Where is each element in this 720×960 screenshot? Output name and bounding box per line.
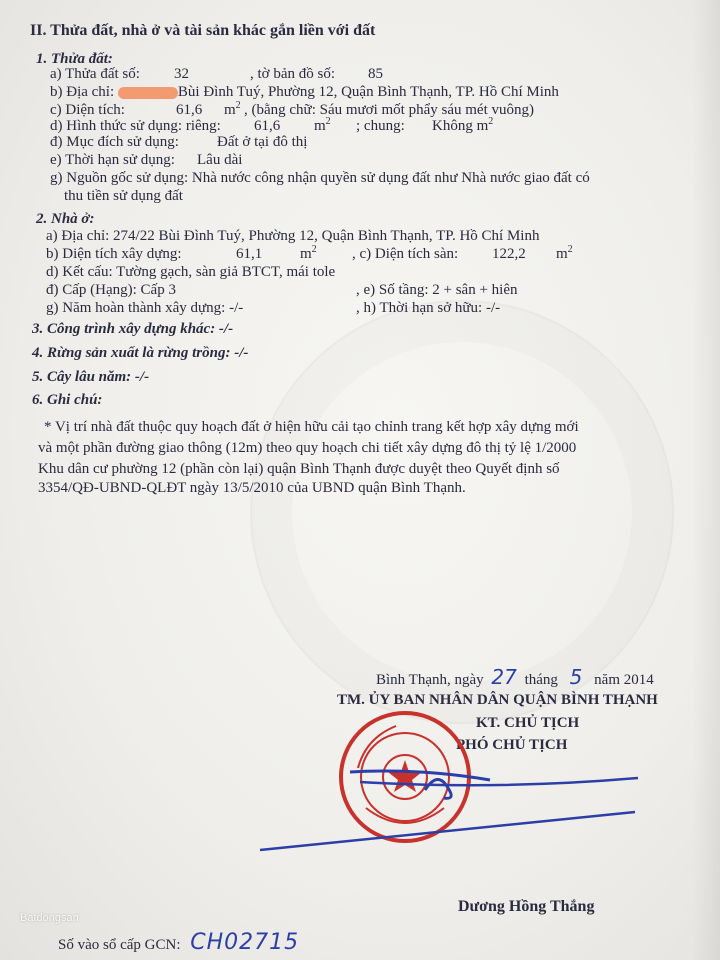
vice-chairman: PHÓ CHỦ TỊCH (456, 737, 568, 753)
watermark-logo: Batdongsan (20, 912, 79, 924)
build-area-value: 61,1 (236, 246, 263, 262)
house-heading: 2. Nhà ở: (36, 211, 95, 227)
land-area-row: c) Diện tích: 61,6 $m^2$ , (bằng chữ: Sáu mươi mốt phẩy sáu mét vuông) (50, 100, 534, 118)
note-line-2: và một phần đường giao thông (12m) theo quy hoạch chi tiết xây dựng đô thị tỷ lệ 1/2000 (38, 440, 577, 456)
month-label: tháng (524, 672, 558, 688)
use-form-row: d) Hình thức sử dụng: riêng: 61,6 $m^2$ ; chung: Không $m^2$ (50, 117, 221, 135)
origin-row (50, 169, 590, 187)
parcel-row (50, 65, 383, 83)
land-area-value: 61,6 (176, 102, 203, 118)
use-private-value: 61,6 (254, 118, 281, 134)
grade-row: đ) Cấp (Hạng): Cấp 3 (46, 282, 176, 298)
land-area-in-words: , (bằng chữ: Sáu mươi mốt phẩy sáu mét vuông) (244, 102, 534, 118)
gcn-number: CH02715 (190, 930, 300, 955)
land-address: Bùi Đình Tuý, Phường 12, Quận Bình Thạnh, TP. Hồ Chí Minh (177, 84, 559, 100)
redacted-mark (118, 87, 178, 99)
sign-month: 5 (569, 665, 583, 689)
place-date-prefix: Bình Thạnh, ngày (376, 672, 484, 688)
parcel-number: 32 (174, 66, 189, 82)
watermark-emblem (250, 300, 674, 724)
origin-line-1: Nhà nước công nhận quyền sử dụng đất như Nhà nước giao đất có (191, 170, 590, 186)
note-line-1: * Vị trí nhà đất thuộc quy hoạch đất ở hiện hữu cải tạo chỉnh trang kết hợp xây dựng mới (44, 419, 579, 435)
kt-chairman: KT. CHỦ TỊCH (476, 715, 580, 731)
use-common-value: Không $m^2$ (432, 116, 494, 134)
land-area-label: c) Diện tích: (50, 102, 125, 118)
signer-name: Dương Hồng Thắng (458, 898, 595, 915)
land-address-label: b) Địa chỉ: (50, 84, 115, 100)
parcel-label: a) Thửa đất số: (50, 66, 140, 82)
gcn-row (58, 930, 300, 955)
land-address-row (50, 83, 559, 101)
use-form-label: d) Hình thức sử dụng: riêng: (50, 118, 221, 134)
purpose-row (50, 133, 308, 151)
sign-day: 27 (491, 665, 517, 689)
house-address: a) Địa chỉ: 274/22 Bùi Đình Tuý, Phường 12, Quận Bình Thạnh, TP. Hồ Chí Minh (46, 228, 540, 244)
purpose-value: Đất ở tại đô thị (217, 134, 308, 150)
structure-row: d) Kết cấu: Tường gạch, sàn giả BTCT, mái tole (46, 264, 336, 280)
issuing-org: TM. ỦY BAN NHÂN DÂN QUẬN BÌNH THẠNH (337, 692, 658, 708)
notes-heading: 6. Ghi chú: (32, 392, 103, 408)
house-area-row: b) Diện tích xây dựng: 61,1 $m^2$ , c) Diện tích sàn: 122,2 $m^2$ (46, 244, 573, 262)
section-title: II. Thửa đất, nhà ở và tài sản khác gắn liền với đất (30, 22, 376, 39)
purpose-label: đ) Mục đích sử dụng: (50, 134, 179, 150)
origin-line-2: thu tiền sử dụng đất (64, 188, 183, 204)
build-area-label: b) Diện tích xây dựng: (46, 246, 182, 262)
term-label: e) Thời hạn sử dụng: (50, 152, 175, 168)
signature-strokes (250, 760, 650, 860)
land-area-unit: m (224, 102, 236, 118)
year-row: g) Năm hoàn thành xây dựng: -/- (46, 300, 244, 316)
forest: 4. Rừng sản xuất là rừng trồng: -/- (32, 345, 249, 361)
land-heading: 1. Thửa đất: (36, 51, 113, 67)
note-line-3: Khu dân cư phường 12 (phần còn lại) quận Bình Thạnh được duyệt theo Quyết định số (38, 461, 560, 477)
gcn-label: Số vào sổ cấp GCN: (58, 937, 181, 953)
term-value: Lâu dài (197, 152, 243, 168)
map-sheet-label: , tờ bản đồ số: (250, 66, 336, 82)
floor-area-value: 122,2 (492, 246, 526, 262)
page-fold-shadow (692, 0, 720, 960)
note-line-4: 3354/QĐ-UBND-QLĐT ngày 13/5/2010 của UBND quận Bình Thạnh. (38, 480, 466, 496)
origin-label: g) Nguồn gốc sử dụng: (50, 170, 189, 186)
floors-row: , e) Số tầng: 2 + sân + hiên (356, 282, 518, 298)
term-row (50, 151, 243, 169)
other-works: 3. Công trình xây dựng khác: -/- (32, 321, 234, 337)
perennial: 5. Cây lâu năm: -/- (32, 369, 150, 385)
ownership-row: , h) Thời hạn sở hữu: -/- (356, 300, 501, 316)
year-label: năm 2014 (594, 672, 654, 688)
place-date (376, 665, 654, 689)
use-common-label: ; chung: (356, 118, 405, 134)
map-sheet-number: 85 (368, 66, 383, 82)
floor-area-label: , c) Diện tích sàn: (352, 246, 459, 262)
